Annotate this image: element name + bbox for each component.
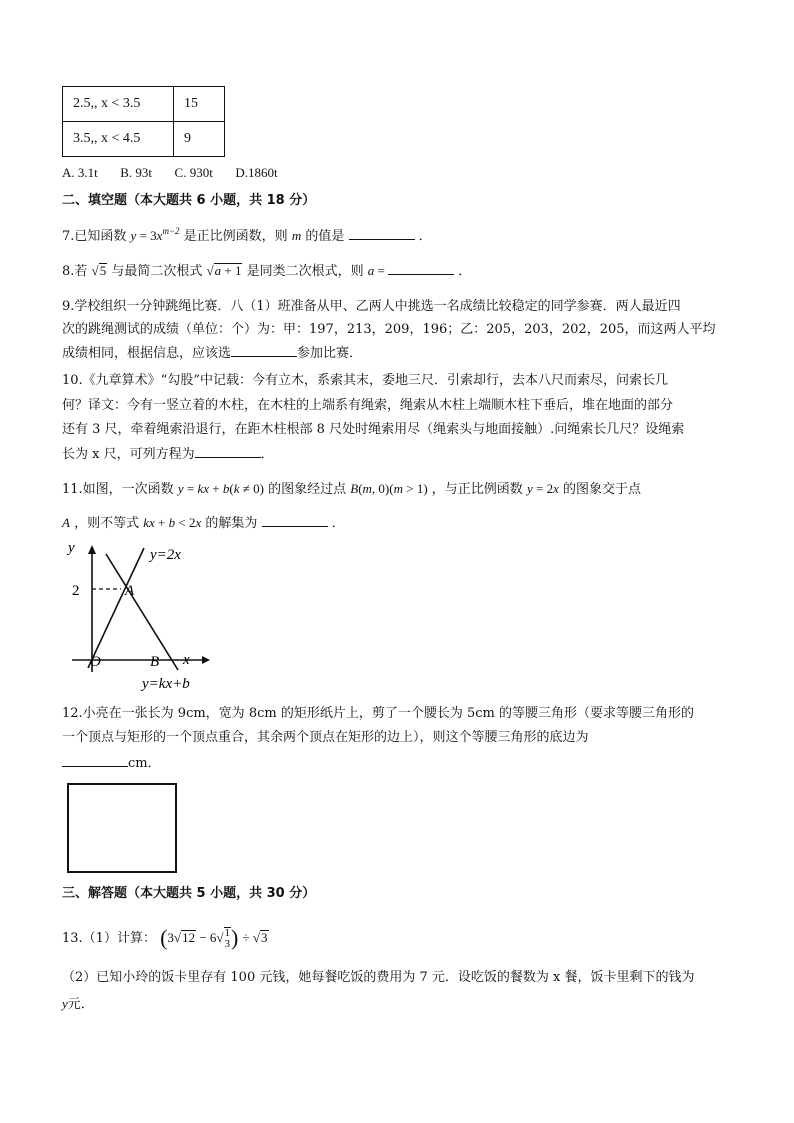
q8-sqrt-a1: √a + 1 — [206, 263, 242, 278]
y-axis-label: y — [68, 540, 75, 556]
q10-end: ． — [260, 447, 274, 462]
q7-text: 7.已知函数 — [62, 229, 127, 244]
q11-text-5: ，则不等式 — [74, 516, 140, 531]
q12-unit: cm． — [128, 756, 161, 771]
q11-text: 11.如图，一次函数 — [62, 482, 174, 497]
q11-formula: y = kx + b(k ≠ 0) — [177, 481, 264, 496]
table-cell-range: 3.5,, x < 4.5 — [63, 122, 174, 157]
q8-text: 8.若 — [62, 264, 88, 279]
q9-line-2: 次的跳绳测试的成绩（单位：个）为：甲：197，213，209，196；乙：205，203，202，205，而这两人平均 — [62, 322, 716, 337]
point-a-label: A — [125, 583, 135, 599]
q11-text-4: 的图象交于点 — [563, 482, 642, 497]
q7-formula: $y = 3x^{m-2}$ — [130, 226, 180, 243]
q10-line-4 — [62, 445, 274, 464]
choice-b: B. 93t — [120, 165, 153, 180]
q9-line-3 — [62, 344, 362, 363]
table-cell-count: 9 — [174, 122, 225, 157]
section-heading-fill-in: 二、填空题（本大题共 6 小题，共 18 分） — [62, 193, 316, 208]
question-11 — [62, 480, 641, 499]
q11-point-a: A — [62, 515, 70, 530]
q8-text-3: 是同类二次根式，则 — [246, 264, 364, 279]
x-axis-label: x — [183, 652, 190, 668]
frequency-table — [62, 86, 225, 157]
q7-answer-blank[interactable] — [349, 227, 415, 240]
q13-divide: ÷ √3 — [242, 930, 268, 945]
q8-sqrt5: √5 — [91, 263, 107, 278]
point-b-label: B — [150, 654, 160, 670]
q11-inequality: kx + b < 2x — [143, 515, 202, 530]
q8-text-2: 与最简二次根式 — [111, 264, 203, 279]
choice-c: C. 930t — [174, 165, 213, 180]
q8-answer-blank[interactable] — [388, 262, 454, 275]
q9-answer-blank[interactable] — [231, 344, 297, 357]
q13-paren-left: ( — [160, 925, 168, 950]
table-row — [63, 122, 225, 157]
q10-text: 长为 x 尺，可列方程为 — [62, 447, 195, 462]
q13-part-2-line-2 — [62, 995, 94, 1014]
table-row — [63, 87, 225, 122]
q13-text: 13.（1）计算： — [62, 931, 156, 946]
choice-d: D.1860t — [235, 165, 278, 180]
section-heading-solutions: 三、解答题（本大题共 5 小题，共 30 分） — [62, 886, 316, 901]
q11-point-b: B(m, 0)(m > 1) — [350, 481, 428, 496]
q11-end: ． — [331, 516, 345, 531]
y-value-2-label: 2 — [72, 583, 80, 599]
q10-answer-blank[interactable] — [195, 445, 261, 458]
q11-text-3: ，与正比例函数 — [431, 482, 523, 497]
q12-answer-blank[interactable] — [62, 754, 128, 767]
q13-part-2-line-1: （2）已知小玲的饭卡里存有 100 元钱，她每餐吃饭的费用为 7 元．设吃饭的餐数为 x 餐，饭卡里剩下的钱为 — [62, 970, 695, 985]
q11-answer-blank[interactable] — [262, 514, 328, 527]
line-1-label: y=2x — [150, 547, 181, 563]
q12-line-3 — [62, 754, 161, 773]
q9-line-1: 9.学校组织一分钟跳绳比赛．八（1）班准备从甲、乙两人中挑选一名成绩比较稳定的同学参赛．两人最近四 — [62, 299, 681, 314]
x-axis-arrow — [202, 656, 210, 664]
y-axis-arrow — [88, 545, 96, 554]
q13-text-2: 元． — [67, 997, 94, 1012]
q12-line-1: 12.小亮在一张长为 9cm，宽为 8cm 的矩形纸片上，剪了一个腰长为 5cm 的等腰三角形（要求等腰三角形的 — [62, 706, 694, 721]
question-7 — [62, 222, 432, 246]
question-8: 8.若 √5 与最简二次根式 √a + 1 是同类二次根式，则 a = ． — [62, 263, 472, 279]
q11-text-6: 的解集为 — [205, 516, 258, 531]
q11-function-graph — [62, 540, 212, 700]
q8-var-a: a — [367, 263, 375, 278]
q8-end: ． — [458, 264, 472, 279]
question-11-line-2 — [62, 514, 345, 533]
q10-line-2: 何？译文：今有一竖立着的木柱，在木柱的上端系有绳索，绳索从木柱上端顺木柱下垂后，堆在地面的部分 — [62, 398, 674, 413]
line-y-2x — [88, 548, 144, 668]
line-2-label: y=kx+b — [142, 676, 190, 692]
choice-a: A. 3.1t — [62, 165, 98, 180]
q11-formula-2: y = 2x — [526, 481, 559, 496]
q12-line-2: 一个顶点与矩形的一个顶点重合，其余两个顶点在矩形的边上），则这个等腰三角形的底边为 — [62, 730, 589, 745]
q11-text-2: 的图象经过点 — [268, 482, 347, 497]
q13-var-y: y — [62, 996, 68, 1011]
q13-paren-right: ) — [231, 925, 239, 950]
q7-text-2: 是正比例函数，则 — [183, 229, 288, 244]
q9-text: 成绩相同，根据信息，应该选 — [62, 346, 232, 361]
q13-expression: 3√12 − 6√1 3 — [167, 927, 231, 951]
table-cell-count: 15 — [174, 87, 225, 122]
q7-end: ． — [418, 229, 432, 244]
q10-line-1: 10.《九章算术》“勾股”中记载：今有立木，系索其末，委地三尺．引索却行，去本八尺而索尽，问索长几 — [62, 373, 668, 388]
table-cell-range: 2.5,, x < 3.5 — [63, 87, 174, 122]
q7-var-m: m — [291, 228, 302, 243]
q12-rectangle-figure — [67, 783, 177, 873]
q10-line-3: 还有 3 尺，牵着绳索沿退行，在距木柱根部 8 尺处时绳索用尽（绳索头与地面接触）.问绳索长几尺？设绳索 — [62, 422, 685, 437]
line-y-kx-b — [106, 554, 178, 670]
origin-label: O — [90, 654, 101, 670]
answer-choices — [62, 165, 278, 181]
q9-text-2: 参加比赛． — [297, 346, 363, 361]
q7-text-3: 的值是 — [305, 229, 345, 244]
question-13-part-1 — [62, 925, 269, 952]
